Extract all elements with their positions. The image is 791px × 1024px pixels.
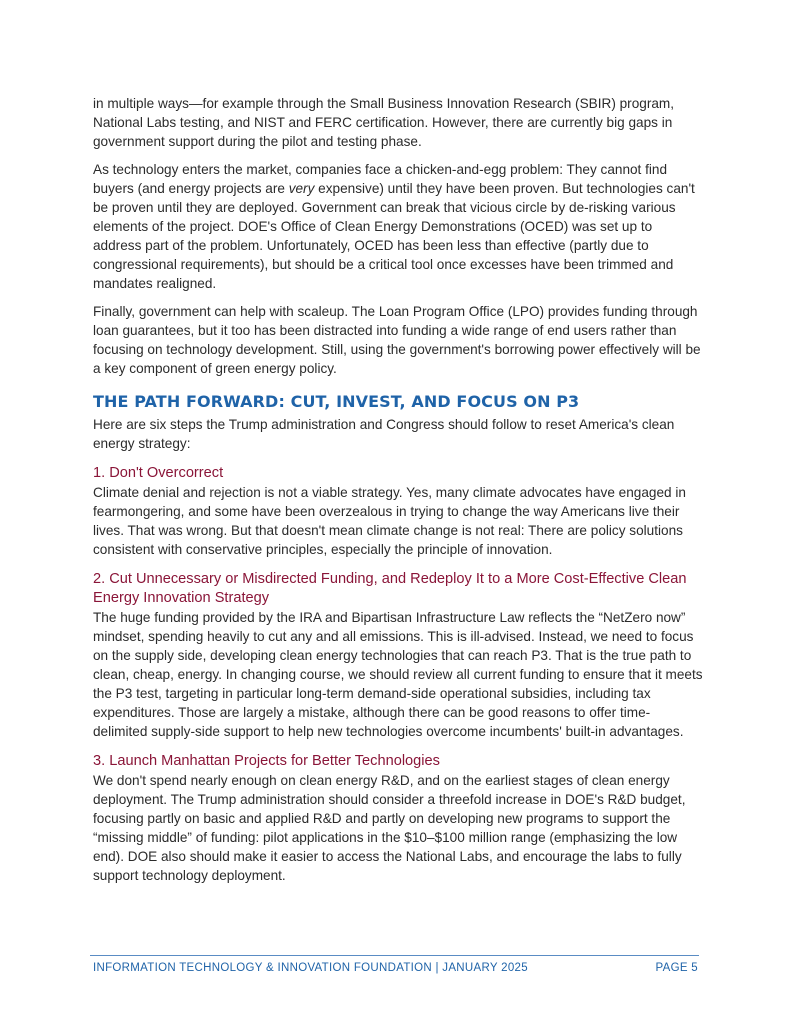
step-1-heading: 1. Don't Overcorrect <box>93 465 224 481</box>
page-number: PAGE 5 <box>655 962 698 974</box>
section-intro: Here are six steps the Trump administration and Congress should follow to reset America's clean energy strategy: <box>93 417 675 451</box>
paragraph-scaleup: Finally, government can help with scaleup. The Loan Program Office (LPO) provides funding through loan guarantees, but it too has been distracted into funding a wide range of end users rather than focusing on technology development. Still, using the government's borrowing power effectively will be a key component of green energy policy. <box>93 304 701 376</box>
step-3-body: We don't spend nearly enough on clean energy R&D, and on the earliest stages of clean energy deployment. The Trump administration should consider a threefold increase in DOE's R&D budget, focusing partly on basic and applied R&D and partly on developing new programs to support the “missing middle” of funding: pilot applications in the $10–$100 million range (emphasizing the low end). DOE also should make it easier to access the National Labs, and encourage the labs to fully support technology deployment. <box>93 773 686 883</box>
step-2-heading: 2. Cut Unnecessary or Misdirected Funding, and Redeploy It to a More Cost-Effective Clean Energy Innovation Strategy <box>93 571 687 606</box>
footer-organization-date: INFORMATION TECHNOLOGY & INNOVATION FOUNDATION | JANUARY 2025 <box>93 962 528 974</box>
page-content <box>93 94 703 894</box>
step-2-body: The huge funding provided by the IRA and Bipartisan Infrastructure Law reflects the “NetZero now” mindset, spending heavily to cut any and all emissions. This is ill-advised. Instead, we need to focus on the supply side, developing clean energy technologies that can reach P3. That is the true path to clean, cheap, energy. In changing course, we should review all current funding to ensure that it meets the P3 test, targeting in particular long-term demand-side operational subsidies, including tax expenditures. Those are largely a mistake, although there can be good reasons to offer time-delimited supply-side support to help new technologies overcome incumbents' built-in advantages. <box>93 610 703 739</box>
step-1-body: Climate denial and rejection is not a viable strategy. Yes, many climate advocates have engaged in fearmongering, and some have been overzealous in trying to change the way Americans live their lives. That was wrong. But that doesn't mean climate change is not real: There are policy solutions consistent with conservative principles, especially the principle of innovation. <box>93 485 686 557</box>
paragraph-chicken-egg <box>93 160 703 293</box>
step-3-heading: 3. Launch Manhattan Projects for Better Technologies <box>93 753 440 769</box>
emphasis-very: very <box>288 181 315 196</box>
paragraph-chicken-egg-part1: As technology enters the market, companies face a chicken-and-egg problem: They cannot find buyers (and energy projects are <box>93 162 668 196</box>
paragraph-sbir: in multiple ways—for example through the Small Business Innovation Research (SBIR) program, National Labs testing, and NIST and FERC certification. However, there are currently big gaps in government support during the pilot and testing phase. <box>93 96 675 149</box>
paragraph-chicken-egg-part2: expensive) until they have been proven. But technologies can't be proven until they are deployed. Government can break that vicious circle by de-risking various elements of the project. DOE's Office of Clean Energy Demonstrations (OCED) was set up to address part of the problem. Unfortunately, OCED has been less than effective (partly due to congressional requirements), but should be a critical tool once excesses have been trimmed and mandates realigned. <box>93 181 695 291</box>
footer-divider <box>90 955 699 956</box>
section-heading: THE PATH FORWARD: CUT, INVEST, AND FOCUS ON P3 <box>93 392 580 411</box>
